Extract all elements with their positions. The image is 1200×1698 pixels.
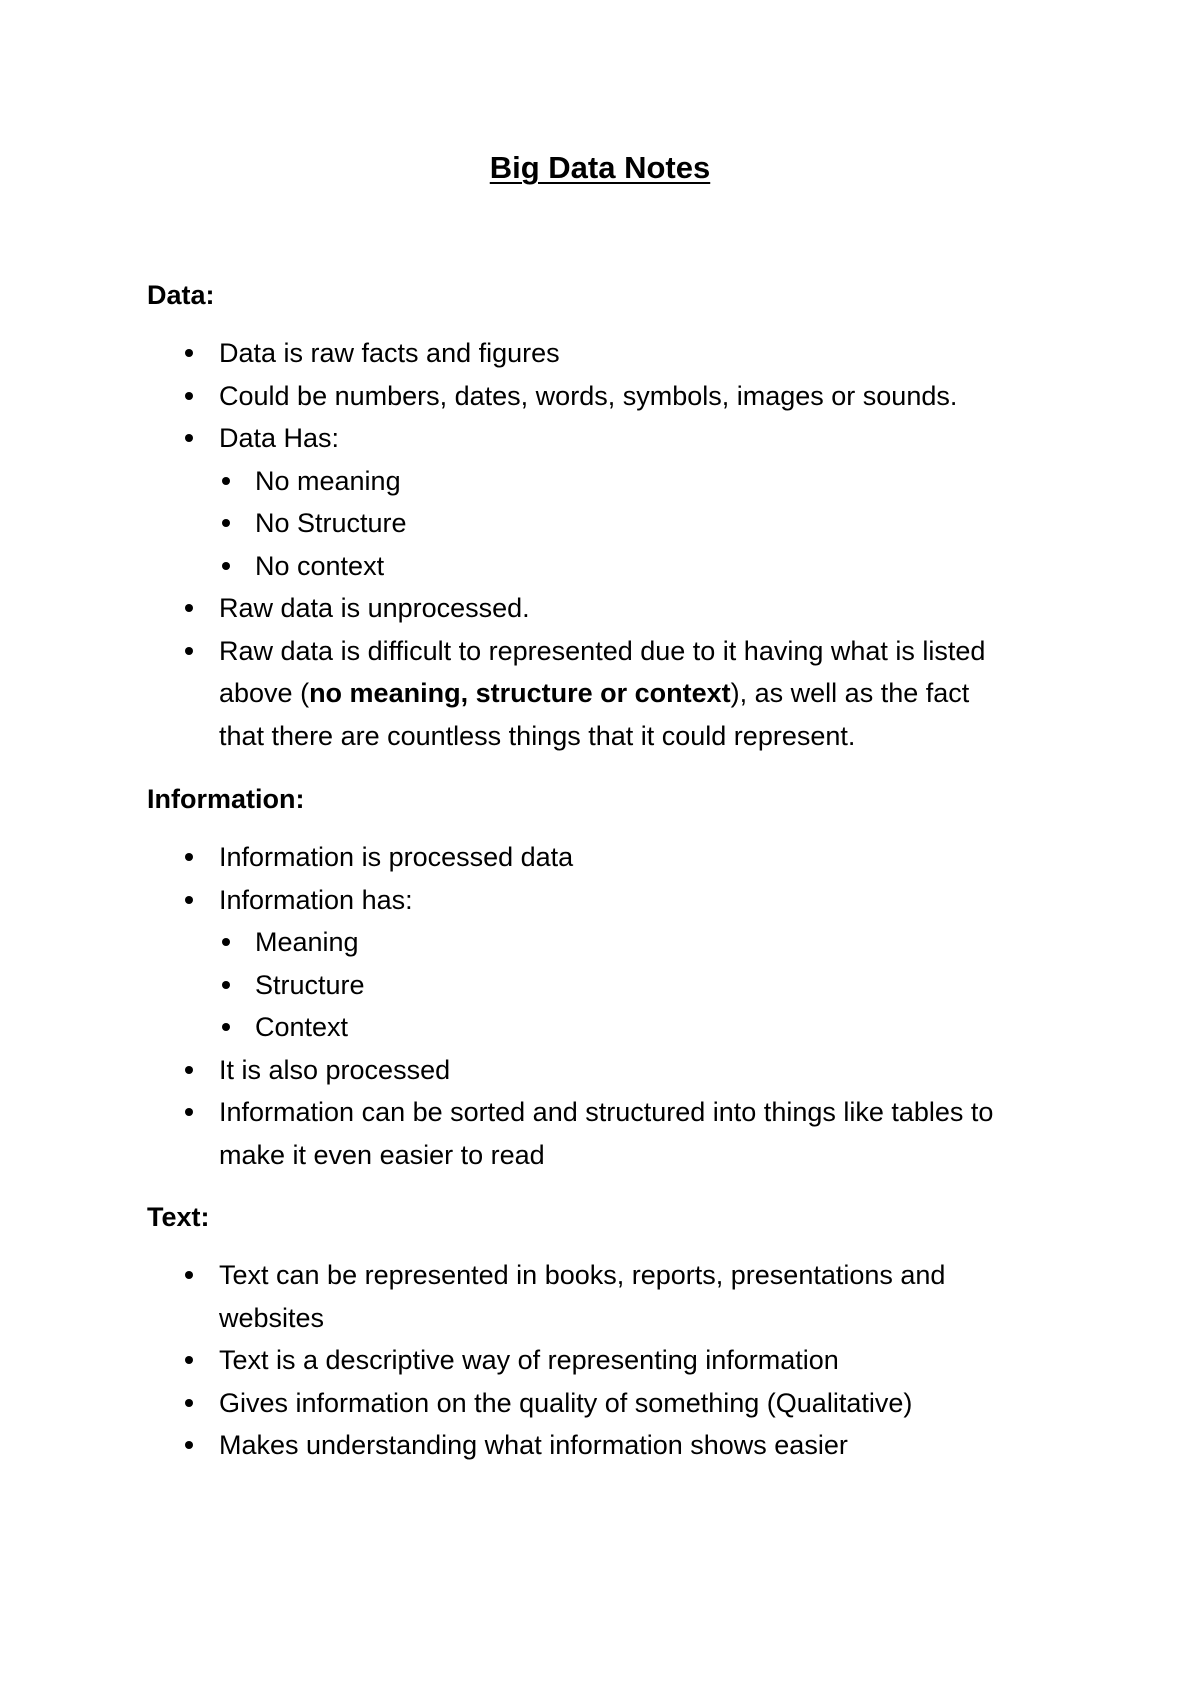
sub-list-item: Structure bbox=[219, 964, 1077, 1007]
list-item: Text is a descriptive way of representing information bbox=[147, 1339, 1077, 1382]
list-item: Raw data is unprocessed. bbox=[147, 587, 1077, 630]
list-item: Information can be sorted and structured into things like tables to make it even easier to read bbox=[147, 1091, 1077, 1176]
sub-list-item: No meaning bbox=[219, 460, 1077, 503]
data-has-list bbox=[219, 460, 1077, 588]
emphasis-text: structure or context bbox=[475, 678, 731, 708]
data-heading: Data: bbox=[147, 280, 215, 310]
list-item-label: Data Has: bbox=[219, 423, 340, 453]
emphasis-text: no meaning bbox=[309, 678, 461, 708]
information-list bbox=[147, 836, 1077, 1176]
text-list bbox=[147, 1254, 1077, 1467]
list-item-label: Information has: bbox=[219, 884, 413, 915]
sub-list-item: No context bbox=[219, 545, 1077, 588]
text-section bbox=[147, 1200, 1077, 1467]
list-item: Could be numbers, dates, words, symbols, images or sounds. bbox=[147, 375, 1077, 418]
emphasis-text: , bbox=[460, 678, 476, 708]
list-item: It is also processed bbox=[147, 1049, 1077, 1092]
list-item-text: Raw data is difficult to represented due to it having what is listed above ( bbox=[219, 635, 986, 708]
information-has-list bbox=[219, 921, 1077, 1049]
sub-list-item: Context bbox=[219, 1006, 1077, 1049]
data-section bbox=[147, 278, 1077, 757]
list-item: Information is processed data bbox=[147, 836, 1077, 879]
list-item bbox=[147, 630, 1077, 758]
sub-list-item: Meaning bbox=[219, 921, 1077, 964]
list-item: Text can be represented in books, reports, presentations and websites bbox=[147, 1254, 1077, 1339]
text-heading: Text: bbox=[147, 1202, 210, 1232]
list-item bbox=[147, 417, 1077, 587]
sub-list-item: No Structure bbox=[219, 502, 1077, 545]
list-item bbox=[147, 879, 1077, 1049]
list-item-text: ), as well as the fact that there are countless things that it could represent. bbox=[219, 678, 970, 751]
information-heading: Information: bbox=[147, 784, 305, 814]
list-item: Data is raw facts and figures bbox=[147, 332, 1077, 375]
page-title: Big Data Notes bbox=[489, 150, 711, 185]
list-item: Makes understanding what information shows easier bbox=[147, 1424, 1077, 1467]
list-item: Gives information on the quality of something (Qualitative) bbox=[147, 1382, 1077, 1425]
data-list bbox=[147, 332, 1077, 757]
information-section bbox=[147, 782, 1077, 1176]
